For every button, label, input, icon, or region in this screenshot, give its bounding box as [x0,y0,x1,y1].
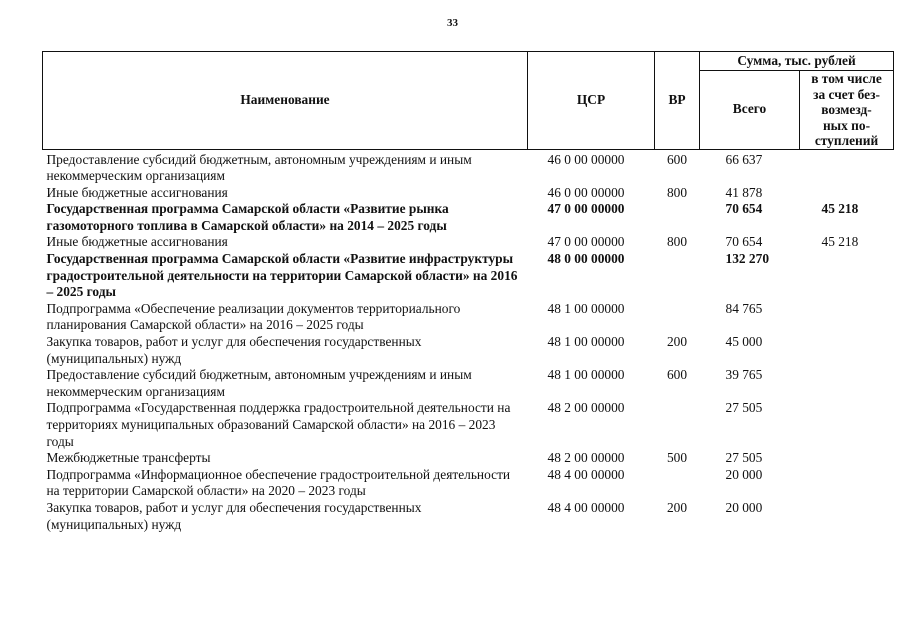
table-row [43,400,894,450]
header-including [800,71,894,150]
cell-vr: 800 [666,184,688,200]
cell-csr: 46 0 00 00000 [547,151,625,167]
cell-including [800,251,894,301]
header-name: Наименование [43,52,528,150]
cell-total: 45 000 [725,334,763,350]
header-sum: Сумма, тыс. рублей [700,52,894,71]
cell-name: Предоставление субсидий бюджетным, автономным учреждениям и иным некоммерческим организациям [46,151,472,184]
cell-vr [655,400,700,450]
cell-total: 84 765 [725,300,763,316]
header-including-line: ступлений [814,133,879,148]
cell-csr: 48 1 00 00000 [547,300,625,316]
cell-csr: 47 0 00 00000 [547,234,625,250]
cell-including [800,185,894,202]
cell-total: 27 505 [725,450,763,466]
cell-name: Закупка товаров, работ и услуг для обеспечения государственных (муниципальных) нужд [46,499,422,532]
cell-name: Иные бюджетные ассигнования [46,184,228,200]
header-including-line: в том числе [811,71,882,86]
cell-name: Государственная программа Самарской области «Развитие инфраструктуры градостроительной деятельности на территории Самарской области» на 2016 – 2025 годы [46,251,518,300]
cell-name: Предоставление субсидий бюджетным, автономным учреждениям и иным некоммерческим организациям [46,367,472,399]
cell-total: 70 654 [725,234,763,250]
table-body [43,149,894,533]
cell-vr [655,201,700,234]
table-row [43,467,894,500]
cell-csr: 48 4 00 00000 [547,499,625,515]
cell-including [800,500,894,533]
cell-vr: 200 [666,334,688,350]
table-row [43,334,894,367]
cell-name: Подпрограмма «Обеспечение реализации документов территориального планирования Самарской области» на 2016 – 2025 годы [46,300,461,333]
header-vr: ВР [655,52,700,150]
page-number: 33 [447,17,458,29]
table-row [43,450,894,467]
cell-vr [655,467,700,500]
header-total: Всего [700,71,800,150]
cell-name: Межбюджетные трансферты [46,450,211,466]
cell-total: 132 270 [725,251,770,267]
cell-including [800,400,894,450]
cell-total: 70 654 [725,201,763,217]
header-including-line: ных по- [822,117,871,133]
cell-name: Закупка товаров, работ и услуг для обеспечения государственных (муниципальных) нужд [46,334,422,366]
cell-csr: 48 0 00 00000 [547,251,625,267]
cell-including [800,149,894,185]
table-row [43,251,894,301]
budget-table [42,51,894,533]
cell-csr: 48 4 00 00000 [547,466,625,482]
cell-vr [655,301,700,334]
cell-including [800,367,894,400]
cell-including [800,450,894,467]
cell-csr: 48 1 00 00000 [547,334,625,350]
cell-vr: 800 [666,234,688,250]
table-row [43,185,894,202]
header-including-line: возмезд- [821,102,872,117]
header-csr: ЦСР [528,52,655,150]
cell-name: Государственная программа Самарской области «Развитие рынка газомоторного топлива в Самарской области» на 2014 – 2025 годы [46,201,449,233]
table-row [43,201,894,234]
cell-vr [655,251,700,301]
cell-including: 45 218 [821,201,859,217]
cell-including [800,467,894,500]
table-row [43,149,894,185]
table-header [43,52,894,150]
cell-csr: 48 2 00 00000 [547,400,625,416]
cell-csr: 46 0 00 00000 [547,184,625,200]
cell-total: 66 637 [725,151,763,167]
table-row [43,500,894,533]
table-row [43,234,894,251]
cell-vr: 600 [666,367,688,383]
header-including-line: за счет без- [813,86,880,102]
cell-name: Подпрограмма «Государственная поддержка градостроительной деятельности на территориях муниципальных образований Самарской области» на 2016 – 2023 годы [46,400,511,449]
cell-vr: 600 [666,151,688,167]
cell-total: 20 000 [725,499,763,515]
cell-csr: 47 0 00 00000 [547,201,625,217]
cell-vr: 200 [666,499,688,515]
table-row [43,367,894,400]
cell-csr: 48 2 00 00000 [547,450,625,466]
table-row [43,301,894,334]
cell-vr: 500 [666,450,688,466]
cell-total: 27 505 [725,400,763,416]
cell-name: Иные бюджетные ассигнования [46,234,228,250]
cell-including [800,301,894,334]
cell-including: 45 218 [821,234,859,250]
cell-total: 41 878 [725,184,763,200]
cell-including [800,334,894,367]
cell-total: 39 765 [725,367,763,383]
cell-name: Подпрограмма «Информационное обеспечение градостроительной деятельности на территории Самарской области» на 2020 – 2023 годы [46,466,511,499]
cell-total: 20 000 [725,466,763,482]
cell-csr: 48 1 00 00000 [547,367,625,383]
